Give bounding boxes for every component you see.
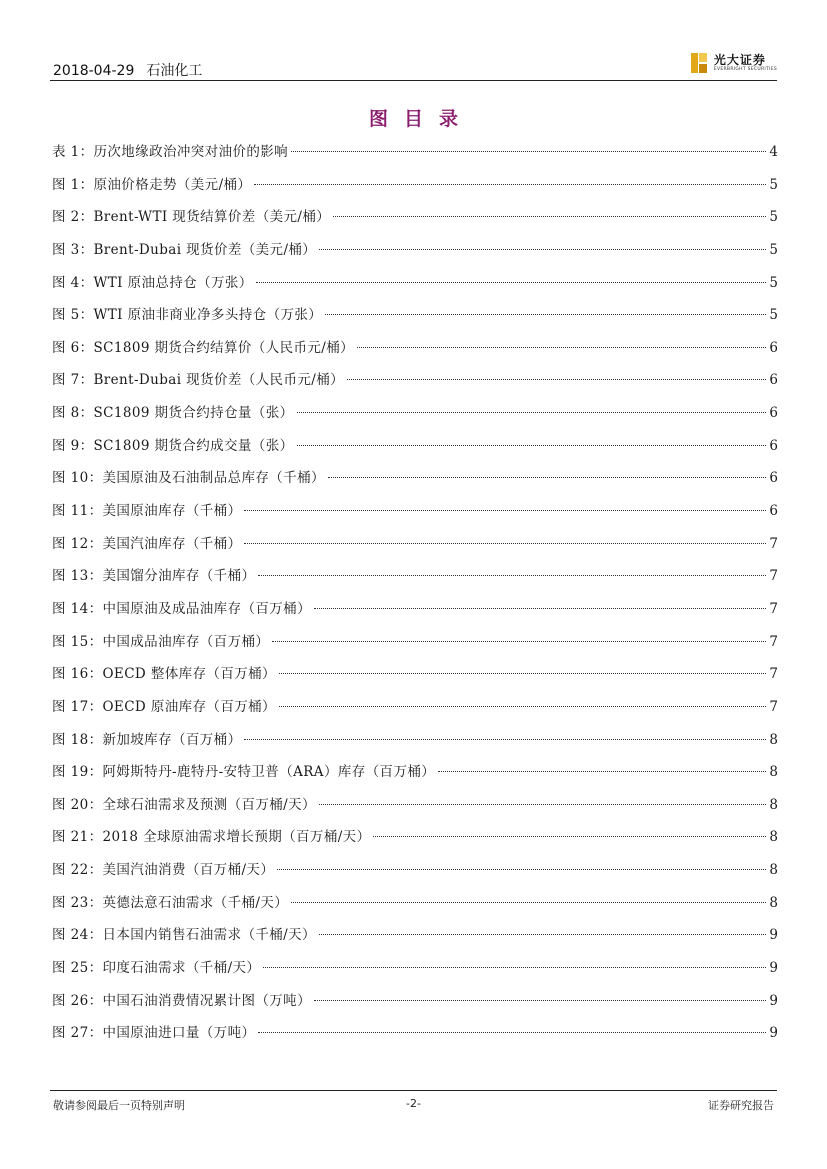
toc-entry-label: 图 21：2018 全球原油需求增长预期（百万桶/天） xyxy=(52,829,371,846)
toc-dot-leader xyxy=(297,412,767,413)
sector-name: 石油化工 xyxy=(146,63,203,79)
toc-entry-page: 9 xyxy=(769,960,778,977)
toc-entry[interactable] xyxy=(52,434,778,467)
toc-entry-label: 图 25：印度石油需求（千桶/天） xyxy=(52,960,261,977)
toc-entry-label: 图 3：Brent-Dubai 现货价差（美元/桶） xyxy=(52,241,317,258)
toc-entry-label: 图 16：OECD 整体库存（百万桶） xyxy=(52,666,276,683)
footer-disclaimer: 敬请参阅最后一页特别声明 xyxy=(53,1099,185,1112)
toc-entry-label: 图 17：OECD 原油库存（百万桶） xyxy=(52,698,276,715)
toc-entry-page: 7 xyxy=(769,666,778,683)
toc-entry[interactable] xyxy=(52,891,778,924)
toc-entry[interactable] xyxy=(52,466,778,499)
toc-entry-label: 图 1：原油价格走势（美元/桶） xyxy=(52,176,252,193)
page-footer xyxy=(50,1090,777,1115)
toc-entry-page: 5 xyxy=(769,307,778,324)
toc-entry-label: 图 20：全球石油需求及预测（百万桶/天） xyxy=(52,796,316,813)
toc-dot-leader xyxy=(333,216,766,217)
toc-dot-leader xyxy=(291,151,766,152)
toc-entry-label: 图 27：中国原油进口量（万吨） xyxy=(52,1025,256,1042)
toc-entry-label: 图 11：美国原油库存（千桶） xyxy=(52,503,242,520)
everbright-logo-icon xyxy=(689,52,709,74)
toc-dot-leader xyxy=(256,282,767,283)
report-date: 2018-04-29 xyxy=(53,63,135,79)
toc-entry[interactable] xyxy=(52,793,778,826)
toc-entry-page: 6 xyxy=(769,503,778,520)
toc-entry[interactable] xyxy=(52,271,778,304)
toc-dot-leader xyxy=(325,314,766,315)
toc-dot-leader xyxy=(314,608,766,609)
toc-entry-label: 图 10：美国原油及石油制品总库存（千桶） xyxy=(52,470,325,487)
toc-dot-leader xyxy=(258,575,766,576)
toc-entry[interactable] xyxy=(52,597,778,630)
toc-entry-label: 图 9：SC1809 期货合约成交量（张） xyxy=(52,437,294,454)
toc-entry[interactable] xyxy=(52,662,778,695)
toc-entry[interactable] xyxy=(52,303,778,336)
toc-dot-leader xyxy=(297,445,767,446)
toc-entry-label: 图 26：中国石油消费情况累计图（万吨） xyxy=(52,992,311,1009)
toc-entry-page: 8 xyxy=(769,731,778,748)
toc-entry-page: 8 xyxy=(769,764,778,781)
toc-entry[interactable] xyxy=(52,205,778,238)
toc-entry[interactable] xyxy=(52,238,778,271)
toc-entry-label: 表 1：历次地缘政治冲突对油价的影响 xyxy=(52,144,289,160)
toc-entry[interactable] xyxy=(52,368,778,401)
toc-entry-label: 图 12：美国汽油库存（千桶） xyxy=(52,535,242,552)
toc-entry-page: 8 xyxy=(769,796,778,813)
toc-entry[interactable] xyxy=(52,173,778,206)
toc-entry[interactable] xyxy=(52,923,778,956)
toc-entry-page: 8 xyxy=(769,829,778,846)
toc-entry-page: 7 xyxy=(769,633,778,650)
toc-entry-page: 6 xyxy=(769,405,778,422)
toc-dot-leader xyxy=(319,804,766,805)
toc-dot-leader xyxy=(319,934,766,935)
toc-entry-page: 7 xyxy=(769,600,778,617)
toc-dot-leader xyxy=(347,379,766,380)
toc-entry[interactable] xyxy=(52,532,778,565)
toc-entry-page: 7 xyxy=(769,568,778,585)
toc-entry-label: 图 23：英德法意石油需求（千桶/天） xyxy=(52,894,289,911)
toc-entry-label: 图 18：新加坡库存（百万桶） xyxy=(52,731,242,748)
toc-entry-page: 9 xyxy=(769,1025,778,1042)
toc-dot-leader xyxy=(279,706,766,707)
page-header xyxy=(50,53,777,81)
toc-entry-label: 图 4：WTI 原油总持仓（万张） xyxy=(52,274,253,291)
toc-entry-label: 图 13：美国馏分油库存（千桶） xyxy=(52,568,256,585)
toc-entry-page: 6 xyxy=(769,339,778,356)
header-info xyxy=(53,60,202,80)
toc-entry-label: 图 6：SC1809 期货合约结算价（人民币元/桶） xyxy=(52,339,355,356)
toc-entry[interactable] xyxy=(52,336,778,369)
toc-entry-page: 6 xyxy=(769,470,778,487)
toc-dot-leader xyxy=(254,184,766,185)
toc-entry[interactable] xyxy=(52,760,778,793)
toc-dot-leader xyxy=(258,1032,766,1033)
toc-entry[interactable] xyxy=(52,499,778,532)
toc-entry-page: 7 xyxy=(769,698,778,715)
toc-entry[interactable] xyxy=(52,1021,778,1054)
logo-english-name: EVERBRIGHT SECURITIES xyxy=(713,67,777,72)
toc-entry-page: 6 xyxy=(769,372,778,389)
footer-page-number: -2- xyxy=(406,1097,421,1110)
toc-entry-label: 图 7：Brent-Dubai 现货价差（人民币元/桶） xyxy=(52,372,344,389)
toc-entry-label: 图 14：中国原油及成品油库存（百万桶） xyxy=(52,600,311,617)
toc-entry-label: 图 22：美国汽油消费（百万桶/天） xyxy=(52,862,275,879)
figure-toc-list xyxy=(52,140,778,1054)
toc-dot-leader xyxy=(244,739,766,740)
toc-dot-leader xyxy=(373,836,766,837)
toc-entry-page: 4 xyxy=(769,144,778,160)
toc-entry[interactable] xyxy=(52,140,778,173)
toc-dot-leader xyxy=(244,543,766,544)
toc-entry[interactable] xyxy=(52,630,778,663)
toc-entry-page: 5 xyxy=(769,241,778,258)
toc-entry-label: 图 15：中国成品油库存（百万桶） xyxy=(52,633,270,650)
toc-entry[interactable] xyxy=(52,728,778,761)
toc-dot-leader xyxy=(244,510,766,511)
toc-entry-page: 8 xyxy=(769,862,778,879)
toc-entry-page: 5 xyxy=(769,176,778,193)
toc-dot-leader xyxy=(319,249,766,250)
toc-entry-page: 7 xyxy=(769,535,778,552)
toc-entry-page: 5 xyxy=(769,209,778,226)
toc-dot-leader xyxy=(357,347,766,348)
toc-entry-label: 图 5：WTI 原油非商业净多头持仓（万张） xyxy=(52,307,323,324)
toc-dot-leader xyxy=(438,771,766,772)
toc-dot-leader xyxy=(263,967,766,968)
toc-dot-leader xyxy=(291,902,766,903)
toc-entry-page: 8 xyxy=(769,894,778,911)
toc-title: 图目录 xyxy=(368,108,474,130)
toc-dot-leader xyxy=(279,673,766,674)
toc-entry[interactable] xyxy=(52,956,778,989)
toc-entry-label: 图 24：日本国内销售石油需求（千桶/天） xyxy=(52,927,316,944)
toc-entry[interactable] xyxy=(52,858,778,891)
toc-dot-leader xyxy=(314,1000,766,1001)
toc-entry[interactable] xyxy=(52,825,778,858)
toc-entry-page: 9 xyxy=(769,992,778,1009)
toc-entry[interactable] xyxy=(52,401,778,434)
toc-entry-label: 图 19：阿姆斯特丹-鹿特丹-安特卫普（ARA）库存（百万桶） xyxy=(52,764,436,781)
logo-chinese-name: 光大证券 xyxy=(713,53,766,67)
company-logo xyxy=(689,50,777,76)
toc-entry-page: 6 xyxy=(769,437,778,454)
toc-entry-label: 图 2：Brent-WTI 现货结算价差（美元/桶） xyxy=(52,209,331,226)
toc-entry-label: 图 8：SC1809 期货合约持仓量（张） xyxy=(52,405,294,422)
toc-entry[interactable] xyxy=(52,989,778,1022)
toc-entry[interactable] xyxy=(52,564,778,597)
toc-entry-page: 9 xyxy=(769,927,778,944)
toc-dot-leader xyxy=(272,641,766,642)
toc-entry-page: 5 xyxy=(769,274,778,291)
toc-dot-leader xyxy=(328,477,767,478)
toc-entry[interactable] xyxy=(52,695,778,728)
footer-doc-type: 证券研究报告 xyxy=(708,1099,774,1112)
toc-dot-leader xyxy=(277,869,766,870)
